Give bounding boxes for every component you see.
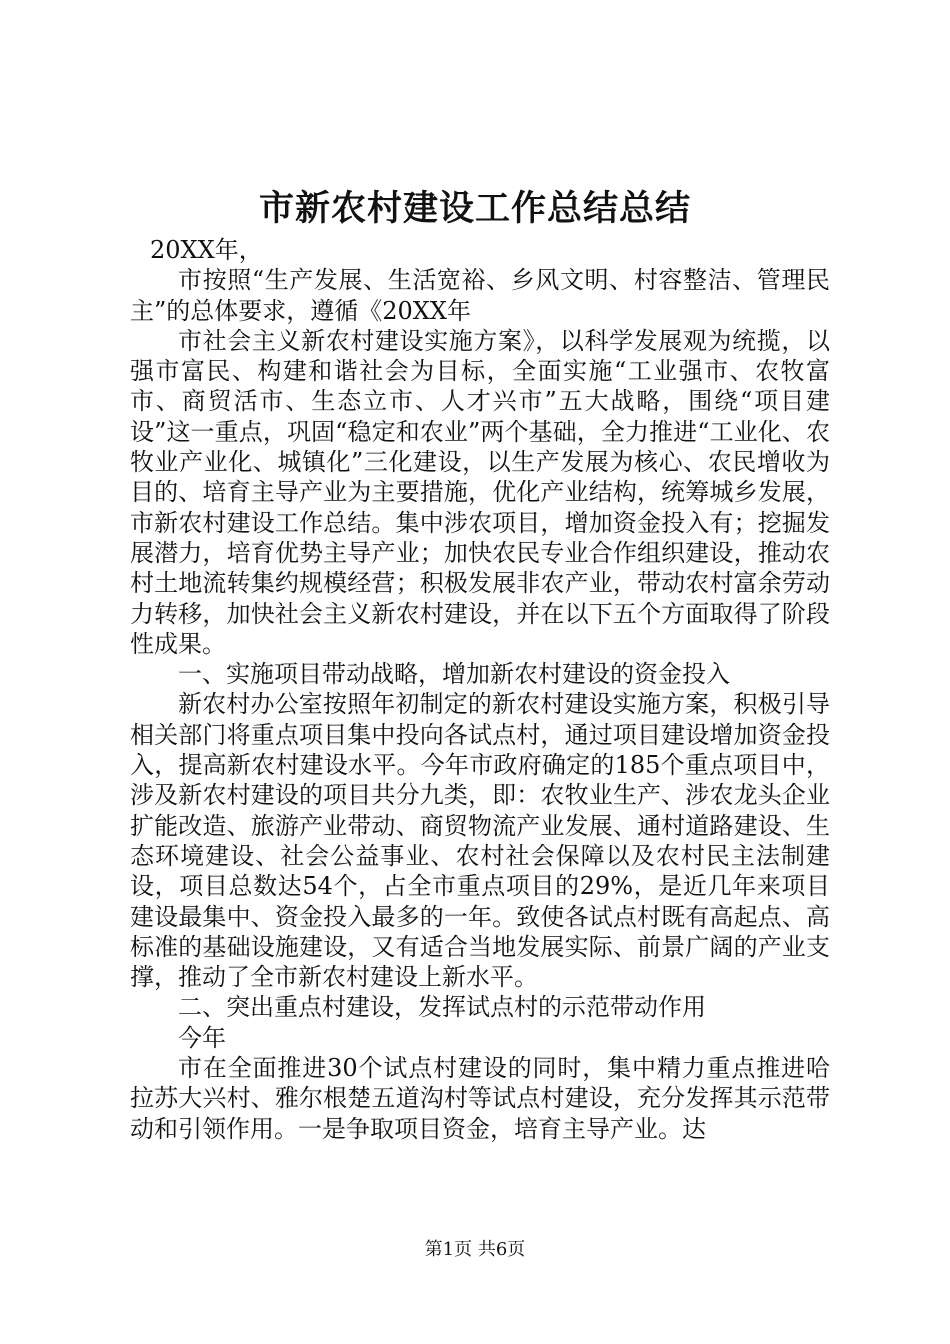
- section-heading-2: 二、突出重点村建设，发挥试点村的示范带动作用: [178, 993, 706, 1022]
- paragraph-requirements: 市按照“生产发展、生活宽裕、乡风文明、村容整洁、管理民主”的总体要求，遵循《20XX年: [130, 266, 830, 325]
- paragraph-this-year: 今年: [178, 1023, 226, 1052]
- paragraph-pilot-villages: 市在全面推进30个试点村建设的同时，集中精力重点推进哈拉苏大兴村、雅尔根楚五道沟村等试点村建设，充分发挥其示范带动和引领作用。一是争取项目资金，培育主导产业。达: [130, 1054, 830, 1143]
- paragraph-plan: 市社会主义新农村建设实施方案》，以科学发展观为统揽，以强市富民、构建和谐社会为目标，全面实施“工业强市、农牧富市、商贸活市、生态立市、人才兴市”五大战略，围绕“项目建设”这一重点，巩固“稳定和农业”两个基础，全力推进“工业化、农牧业产业化、城镇化”三化建设，以生产发展为核心、农民增收为目的、培育主导产业为主要措施，优化产业结构，统筹城乡发展，市新农村建设工作总结。集中涉农项目，增加资金投入有；挖掘发展潜力，培育优势主导产业；加快农民专业合作组织建设，推动农村土地流转集约规模经营；积极发展非农产业，带动农村富余劳动力转移，加快社会主义新农村建设，并在以下五个方面取得了阶段性成果。: [130, 326, 830, 658]
- paragraph-year: 20XX年，: [150, 236, 263, 264]
- section-heading-1: 一、实施项目带动战略，增加新农村建设的资金投入: [178, 660, 730, 689]
- page-footer: 第1页 共6页: [424, 1239, 526, 1260]
- document-title: 市新农村建设工作总结总结: [258, 188, 691, 229]
- paragraph-projects: 新农村办公室按照年初制定的新农村建设实施方案，积极引导相关部门将重点项目集中投向各试点村，通过项目建设增加资金投入，提高新农村建设水平。今年市政府确定的185个重点项目中，涉及新农村建设的项目共分九类，即：农牧业生产、涉农龙头企业扩能改造、旅游产业带动、商贸物流产业发展、通村道路建设、生态环境建设、社会公益事业、农村社会保障以及农村民主法制建设，项目总数达54个，占全市重点项目的29%，是近几年来项目建设最集中、资金投入最多的一年。致使各试点村既有高起点、高标准的基础设施建设，又有适合当地发展实际、前景广阔的产业支撑，推动了全市新农村建设上新水平。: [130, 690, 830, 992]
- document-body: [130, 235, 830, 1144]
